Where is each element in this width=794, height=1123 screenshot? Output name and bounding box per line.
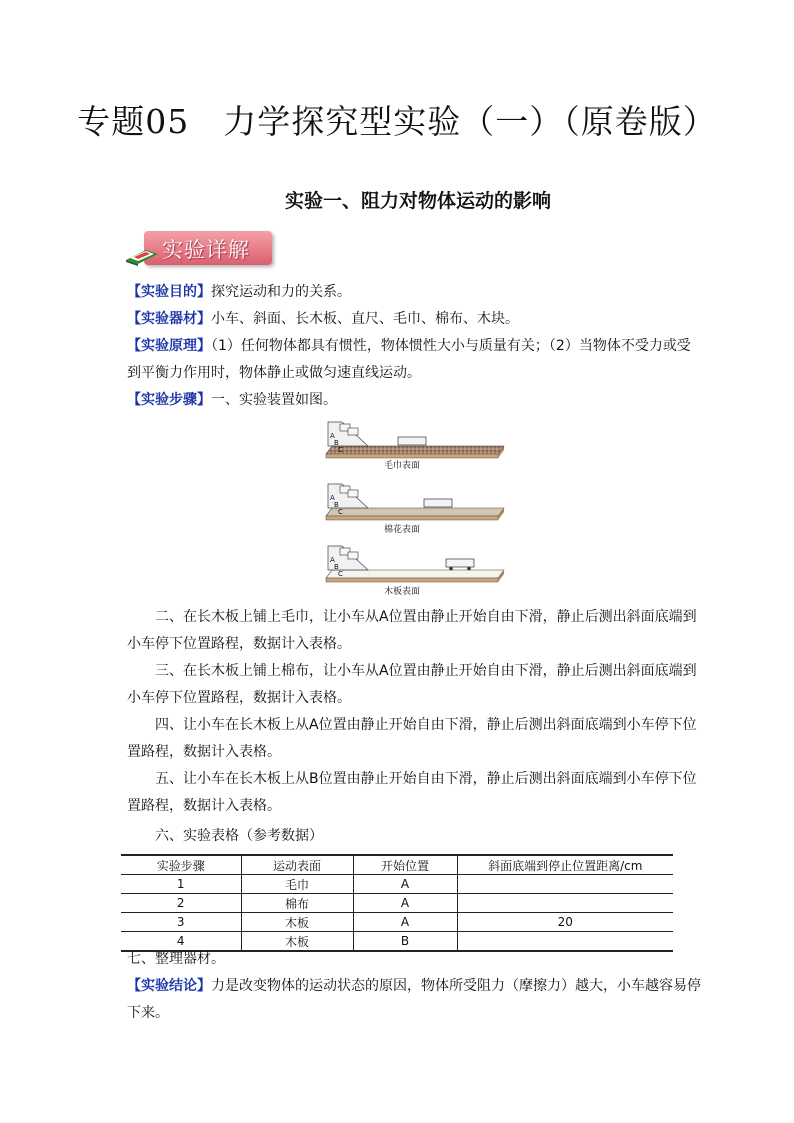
step-2: 二、在长木板上铺上毛巾，让小车从A位置由静止开始自由下滑，静止后测出斜面底端到小车停下位置路程，数据计入表格。	[127, 609, 697, 652]
table-header: 实验步骤	[121, 855, 241, 875]
steps-paragraph	[127, 387, 703, 414]
point-label-b: B	[334, 501, 339, 509]
table-cell: A	[353, 894, 457, 913]
apparatus-panel-wood	[326, 546, 504, 597]
table-cell: 棉布	[241, 894, 353, 913]
table-row	[121, 894, 673, 913]
table-cell: 木板	[241, 913, 353, 932]
principle-paragraph	[127, 333, 703, 387]
purpose-tag: 【实验目的】	[127, 284, 211, 300]
point-label-a: A	[330, 432, 335, 440]
table-row	[121, 913, 673, 932]
step-4: 四、让小车在长木板上从A位置由静止开始自由下滑，静止后测出斜面底端到小车停下位置路程，数据计入表格。	[127, 717, 697, 760]
table-header-row	[121, 855, 673, 875]
towel-surface	[326, 446, 504, 454]
experiment-apparatus-figure	[322, 418, 506, 604]
steps-text: 一、实验装置如图。	[211, 392, 337, 408]
table-header: 斜面底端到停止位置距离/cm	[457, 855, 673, 875]
purpose-paragraph	[127, 279, 703, 306]
table-cell	[457, 894, 673, 913]
equipment-paragraph	[127, 306, 703, 333]
apparatus-panel-cotton	[326, 484, 504, 535]
table-cell	[457, 875, 673, 894]
steps-tag: 【实验步骤】	[127, 392, 211, 408]
book-icon	[124, 246, 160, 266]
panel-caption: 木板表面	[384, 587, 421, 597]
table-cell: A	[353, 875, 457, 894]
equipment-tag: 【实验器材】	[127, 311, 211, 327]
point-label-c: C	[338, 446, 343, 454]
conclusion-paragraph	[127, 973, 703, 1027]
point-label-b: B	[334, 563, 339, 571]
table-cell: 木板	[241, 932, 353, 952]
section-title: 实验一、阻力对物体运动的影响	[284, 190, 551, 212]
principle-text: （1）任何物体都具有惯性，物体惯性大小与质量有关；（2）当物体不受力或受到平衡力作用时，物体静止或做匀速直线运动。	[127, 338, 691, 381]
cart	[424, 499, 452, 507]
table-header: 开始位置	[353, 855, 457, 875]
step-6: 六、实验表格（参考数据）	[155, 828, 323, 844]
cotton-surface	[326, 508, 504, 516]
point-label-a: A	[330, 494, 335, 502]
point-label-c: C	[338, 570, 343, 578]
table-cell: 4	[121, 932, 241, 952]
table-cell: 1	[121, 875, 241, 894]
principle-tag: 【实验原理】	[127, 338, 211, 354]
equipment-text: 小车、斜面、长木板、直尺、毛巾、棉布、木块。	[211, 311, 519, 327]
conclusion-text: 力是改变物体的运动状态的原因，物体所受阻力（摩擦力）越大，小车越容易停下来。	[127, 978, 701, 1021]
point-label-a: A	[330, 556, 335, 564]
section-badge	[124, 228, 274, 270]
panel-caption: 棉花表面	[384, 525, 421, 535]
table-header: 运动表面	[241, 855, 353, 875]
panel-caption: 毛巾表面	[384, 461, 421, 471]
table-cell: 20	[457, 913, 673, 932]
cart	[398, 437, 426, 445]
table-cell: 2	[121, 894, 241, 913]
point-label-c: C	[338, 508, 343, 516]
purpose-text: 探究运动和力的关系。	[211, 284, 351, 300]
table-cell: B	[353, 932, 457, 952]
step-5: 五、让小车在长木板上从B位置由静止开始自由下滑，静止后测出斜面底端到小车停下位置路程，数据计入表格。	[127, 771, 697, 814]
table-row	[121, 875, 673, 894]
apparatus-panel-towel	[326, 422, 504, 471]
conclusion-tag: 【实验结论】	[127, 978, 211, 994]
cart	[446, 559, 474, 567]
step-3: 三、在长木板上铺上棉布，让小车从A位置由静止开始自由下滑，静止后测出斜面底端到小车停下位置路程，数据计入表格。	[127, 663, 697, 706]
table-cell: A	[353, 913, 457, 932]
page-title: 专题05 力学探究型实验（一）（原卷版）	[77, 102, 717, 141]
wood-surface	[326, 570, 504, 578]
badge-label: 实验详解	[162, 238, 250, 262]
data-table	[121, 854, 673, 952]
table-cell: 毛巾	[241, 875, 353, 894]
point-label-b: B	[334, 439, 339, 447]
step-7: 七、整理器材。	[127, 951, 225, 967]
table-cell: 3	[121, 913, 241, 932]
